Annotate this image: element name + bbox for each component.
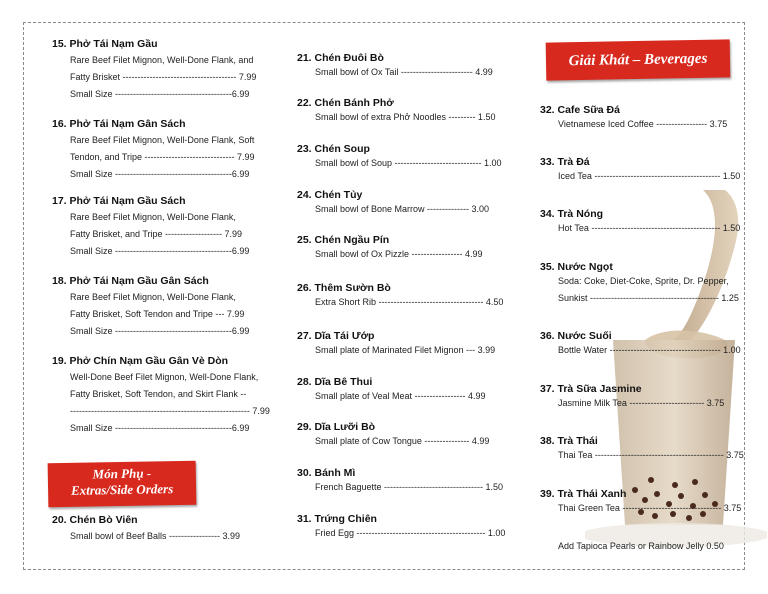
- item-description: Well-Done Beef Filet Mignon, Well-Done Flank,: [70, 372, 259, 382]
- item-price-line: Fatty Brisket, Soft Tendon and Tripe --- 7.99: [70, 309, 245, 319]
- menu-item-38: [540, 435, 744, 464]
- banner-line-2: Extras/Side Orders: [70, 481, 174, 498]
- menu-item-22: [297, 97, 495, 126]
- item-title: 25. Chén Ngầu Pín: [297, 234, 390, 246]
- item-title: 23. Chén Soup: [297, 143, 370, 155]
- item-title: 18. Phở Tái Nạm Gầu Gân Sách: [52, 275, 209, 287]
- item-title: 37. Trà Sữa Jasmine: [540, 383, 642, 395]
- menu-item-31: [297, 513, 505, 542]
- item-price-line: Sunkist ------------------------------------------- 1.25: [558, 293, 739, 303]
- menu-item-24: [297, 189, 489, 218]
- menu-item-34: [540, 208, 740, 237]
- menu-item-30: [297, 467, 503, 496]
- item-price-line: Iced Tea ------------------------------------------ 1.50: [558, 171, 741, 181]
- item-price-line: Extra Short Rib ----------------------------------- 4.50: [315, 297, 504, 307]
- item-title: 30. Bánh Mì: [297, 467, 356, 479]
- item-title: 27. Dĩa Tái Ướp: [297, 330, 375, 342]
- menu-item-33: [540, 156, 740, 185]
- item-description: Rare Beef Filet Mignon, Well-Done Flank, and: [70, 55, 254, 65]
- item-title: 16. Phở Tái Nạm Gân Sách: [52, 118, 186, 130]
- extras-banner: [48, 461, 197, 508]
- item-price-line: Small bowl of Bone Marrow -------------- 3.00: [315, 204, 490, 214]
- item-title: 21. Chén Đuôi Bò: [297, 52, 384, 64]
- item-title: 36. Nước Suối: [540, 330, 612, 342]
- item-title: 29. Dĩa Lưỡi Bò: [297, 421, 376, 433]
- item-price-line: Hot Tea ------------------------------------------- 1.50: [558, 223, 741, 233]
- item-price-line: Small bowl of extra Phở Noodles --------- 1.50: [315, 112, 496, 122]
- item-title: 22. Chén Bánh Phở: [297, 97, 394, 109]
- item-title: 20. Chén Bò Viên: [52, 514, 138, 526]
- item-title: 28. Dĩa Bê Thui: [297, 376, 373, 388]
- item-title: 35. Nước Ngọt: [540, 261, 613, 273]
- menu-item-35: [540, 261, 739, 307]
- item-price-line: Jasmine Milk Tea ------------------------- 3.75: [558, 398, 725, 408]
- item-price-line: Thai Tea ------------------------------------------- 3.75: [558, 450, 744, 460]
- item-price-line: Fried Egg ------------------------------------------- 1.00: [315, 528, 506, 538]
- item-title: 17. Phở Tái Nạm Gầu Sách: [52, 195, 186, 207]
- item-price-line: Fatty Brisket, and Tripe ------------------- 7.99: [70, 229, 242, 239]
- item-price-line: Bottle Water ------------------------------------- 1.00: [558, 345, 741, 355]
- menu-item-20: [52, 514, 240, 545]
- menu-item-37: [540, 383, 724, 412]
- item-price-line: Small plate of Veal Meat ----------------- 4.99: [315, 391, 486, 401]
- item-title: 32. Cafe Sữa Đá: [540, 104, 620, 116]
- item-price-line: Small bowl of Ox Tail ------------------------ 4.99: [315, 67, 493, 77]
- menu-item-32: [540, 104, 727, 133]
- item-price-line: Small bowl of Soup ----------------------------- 1.00: [315, 158, 502, 168]
- item-small-size: Small Size ---------------------------------------6.99: [70, 89, 250, 99]
- item-title: 24. Chén Tủy: [297, 189, 363, 201]
- item-title: 26. Thêm Sườn Bò: [297, 282, 391, 294]
- item-title: 19. Phở Chín Nạm Gầu Gân Vè Dòn: [52, 355, 229, 367]
- menu-item-19: [52, 355, 270, 437]
- item-price-line: Small plate of Marinated Filet Mignon --- 3.99: [315, 345, 496, 355]
- menu-item-36: [540, 330, 741, 359]
- item-small-size: Small Size ---------------------------------------6.99: [70, 246, 250, 256]
- item-description: Fatty Brisket, Soft Tendon, and Skirt Flank --: [70, 389, 247, 399]
- item-small-size: Small Size ---------------------------------------6.99: [70, 423, 250, 433]
- banner-line-1: Giải Khát – Beverages: [568, 50, 708, 70]
- item-price-line: Vietnamese Iced Coffee ----------------- 3.75: [558, 119, 728, 129]
- item-title: 34. Trà Nóng: [540, 208, 604, 220]
- item-small-size: Small Size ---------------------------------------6.99: [70, 326, 250, 336]
- item-price-line: Small plate of Cow Tongue --------------- 4.99: [315, 436, 490, 446]
- item-price-line: ------------------------------------------------------------ 7.99: [70, 406, 270, 416]
- item-title: 31. Trứng Chiên: [297, 513, 377, 525]
- item-price-line: French Baguette --------------------------------- 1.50: [315, 482, 503, 492]
- item-title: 33. Trà Đá: [540, 156, 590, 168]
- menu-item-18: [52, 275, 249, 340]
- item-description: Rare Beef Filet Mignon, Well-Done Flank, Soft: [70, 135, 255, 145]
- menu-item-15: [52, 38, 256, 103]
- item-description: Rare Beef Filet Mignon, Well-Done Flank,: [70, 212, 236, 222]
- menu-item-21: [297, 52, 493, 81]
- item-title: 38. Trà Thái: [540, 435, 598, 447]
- menu-item-23: [297, 143, 501, 172]
- menu-item-27: [297, 330, 495, 359]
- item-description: Soda: Coke, Diet-Coke, Sprite, Dr. Pepper,: [558, 276, 729, 286]
- tapioca-footnote: Add Tapioca Pearls or Rainbow Jelly 0.50: [558, 541, 724, 551]
- menu-item-16: [52, 118, 254, 183]
- menu-item-25: [297, 234, 483, 263]
- banner-line-1: Món Phụ -: [92, 465, 152, 482]
- menu-item-26: [297, 282, 503, 311]
- menu-item-28: [297, 376, 486, 405]
- item-price-line: Tendon, and Tripe ------------------------------ 7.99: [70, 152, 255, 162]
- menu-item-17: [52, 195, 249, 260]
- item-description: Rare Beef Filet Mignon, Well-Done Flank,: [70, 292, 236, 302]
- item-title: 15. Phở Tái Nạm Gầu: [52, 38, 158, 50]
- item-price-line: Fatty Brisket -------------------------------------- 7.99: [70, 72, 257, 82]
- item-price-line: Small bowl of Ox Pizzle ----------------- 4.99: [315, 249, 483, 259]
- item-title: 39. Trà Thái Xanh: [540, 488, 627, 500]
- item-small-size: Small Size ---------------------------------------6.99: [70, 169, 250, 179]
- item-price-line: Small bowl of Beef Balls ----------------- 3.99: [70, 531, 241, 541]
- menu-item-29: [297, 421, 489, 450]
- menu-item-39: [540, 488, 741, 517]
- item-price-line: Thai Green Tea --------------------------------- 3.75: [558, 503, 742, 513]
- beverages-banner: [546, 39, 731, 80]
